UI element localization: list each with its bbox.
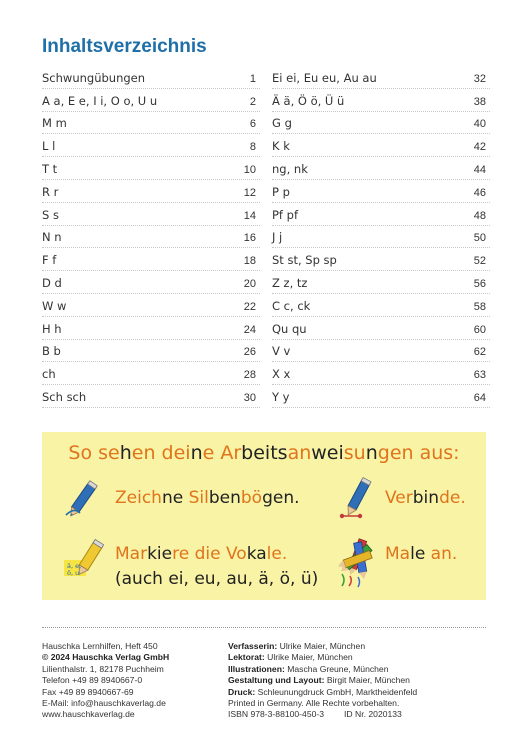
imprint-value: Printed in Germany. Alle Rechte vorbehalten. — [228, 698, 400, 709]
syllable: gen aus: — [377, 442, 460, 464]
toc-entry[interactable] — [272, 362, 490, 385]
toc-entry-label: H h — [42, 321, 62, 336]
toc-entry[interactable] — [272, 203, 490, 226]
imprint-value: Ulrike Maier, München — [279, 641, 366, 651]
toc-entry-page: 60 — [473, 323, 486, 336]
toc-entry-label: X x — [272, 367, 291, 382]
toc-entry-page: 10 — [243, 163, 256, 176]
imprint-text: Telefon +49 89 8940667-0 — [42, 675, 143, 686]
toc-entry-page: 50 — [473, 232, 486, 245]
instruction-connect — [385, 488, 466, 508]
toc-entry-label: N n — [42, 230, 62, 245]
toc-entry-label: ch — [42, 367, 56, 382]
toc-entry-label: A a, E e, I i, O o, U u — [42, 93, 158, 108]
toc-entry-label: G g — [272, 116, 292, 131]
toc-entry[interactable] — [42, 180, 260, 203]
imprint-isbn-line — [228, 709, 417, 720]
syllable: wei — [311, 442, 344, 464]
toc-entry-page: 2 — [249, 95, 256, 108]
toc-entry-label: J j — [272, 230, 283, 245]
toc-entry[interactable] — [42, 385, 260, 408]
imprint-text: www.hauschkaverlag.de — [42, 709, 135, 720]
toc-entry-page: 16 — [243, 232, 256, 245]
syllable: kie — [147, 544, 173, 564]
syllable: Sil — [183, 488, 209, 508]
connect-pencil-icon — [334, 472, 384, 520]
toc-entry-label: M m — [42, 116, 67, 131]
instruction-paint — [385, 544, 457, 564]
toc-entry-page: 12 — [243, 186, 256, 199]
imprint-text: Hauschka Lernhilfen, Heft 450 — [42, 641, 158, 651]
toc-entry-label: C c, ck — [272, 298, 311, 313]
syllable: ka — [246, 544, 267, 564]
imprint-line — [228, 652, 417, 663]
imprint-label: Verfasserin: — [228, 641, 278, 651]
toc-entry[interactable] — [272, 340, 490, 363]
footer-divider — [42, 627, 486, 628]
toc-entry[interactable] — [272, 157, 490, 180]
toc-entry-page: 28 — [243, 369, 256, 382]
syllable: an — [287, 442, 312, 464]
toc-entry-page: 46 — [473, 186, 486, 199]
imprint-value: Mascha Greune, München — [287, 663, 389, 674]
syllable: h — [119, 442, 132, 464]
toc-entry-label: W w — [42, 298, 67, 313]
syllable: beits — [241, 442, 288, 464]
syllable: su — [343, 442, 366, 464]
imprint-line — [42, 687, 169, 698]
imprint-line — [228, 641, 417, 652]
toc-entry[interactable] — [272, 317, 490, 340]
toc-entry[interactable] — [42, 134, 260, 157]
toc-entry-label: F f — [42, 253, 57, 268]
imprint-line — [228, 664, 417, 675]
syllable: Mar — [115, 544, 148, 564]
toc-entry-label: Z z, tz — [272, 275, 308, 290]
toc-entry[interactable] — [272, 112, 490, 135]
imprint-label: Lektorat: — [228, 652, 265, 663]
syllable: le. — [266, 544, 288, 564]
toc-entry-label: St st, Sp sp — [272, 253, 337, 268]
toc-entry-label: Qu qu — [272, 321, 307, 336]
toc-entry[interactable] — [272, 89, 490, 112]
toc-entry[interactable] — [42, 317, 260, 340]
toc-entry-label: T t — [42, 161, 58, 176]
toc-entry-label: R r — [42, 184, 59, 199]
toc-entry-page: 14 — [243, 209, 256, 222]
toc-entry-page: 58 — [473, 300, 486, 313]
imprint-text: © 2024 Hauschka Verlag GmbH — [42, 652, 170, 663]
syllable: le — [410, 544, 426, 564]
blue-pencil-icon — [60, 472, 112, 518]
toc-entry-page: 22 — [243, 300, 256, 313]
imprint-label: Druck: — [228, 686, 256, 697]
toc-entry-label: V v — [272, 344, 291, 359]
toc-entry-label: Ei ei, Eu eu, Au au — [272, 70, 377, 85]
toc-entry[interactable] — [272, 226, 490, 249]
toc-entry-page: 24 — [243, 323, 256, 336]
toc-entry-page: 32 — [473, 72, 486, 85]
toc-entry-page: 44 — [473, 163, 486, 176]
imprint-value: Birgit Maier, München — [326, 675, 410, 686]
toc-entry[interactable] — [42, 226, 260, 249]
toc-entry-page: 20 — [243, 277, 256, 290]
toc-entry-label: Sch sch — [42, 389, 87, 404]
toc-entry[interactable] — [42, 340, 260, 363]
toc-entry-page: 6 — [249, 118, 256, 131]
toc-entry[interactable] — [42, 89, 260, 112]
toc-entry-page: 62 — [473, 346, 486, 359]
toc-entry[interactable] — [272, 180, 490, 203]
toc-column-left — [42, 66, 260, 408]
imprint-credits — [228, 641, 417, 721]
imprint-line — [228, 698, 417, 709]
toc-entry-page: 52 — [473, 255, 486, 268]
toc-entry-label: P p — [272, 184, 290, 199]
syllable: So se — [68, 442, 120, 464]
syllable: de. — [439, 488, 466, 508]
toc-entry-label: L l — [42, 139, 56, 154]
toc-column-right — [272, 66, 490, 408]
toc-entry[interactable] — [272, 271, 490, 294]
syllable: ben — [208, 488, 241, 508]
toc-entry-page: 63 — [473, 369, 486, 382]
toc-entry-page: 8 — [249, 141, 256, 154]
toc-entry[interactable] — [42, 203, 260, 226]
toc-entry[interactable] — [42, 66, 260, 89]
toc-entry-page: 26 — [243, 346, 256, 359]
syllable: ne — [161, 488, 184, 508]
imprint-value: Ulrike Maier, München — [267, 652, 353, 663]
toc-entry[interactable] — [272, 248, 490, 271]
imprint-line — [42, 652, 169, 663]
page-title: Inhaltsverzeichnis — [42, 36, 207, 57]
syllable: Ma — [385, 544, 411, 564]
syllable: e Ar — [202, 442, 242, 464]
imprint-line — [42, 709, 169, 720]
imprint-line — [228, 675, 417, 686]
toc-entry[interactable] — [42, 362, 260, 385]
imprint-text: Fax +49 89 8940667-69 — [42, 686, 134, 697]
toc-entry-page: 38 — [473, 95, 486, 108]
imprint-publisher — [42, 641, 169, 721]
imprint-line — [42, 664, 169, 675]
syllable: n — [365, 442, 378, 464]
imprint-value: Schleunungdruck GmbH, Marktheidenfeld — [257, 686, 418, 697]
toc-entry-page: 56 — [473, 277, 486, 290]
toc-entry-page: 48 — [473, 209, 486, 222]
instruction-draw-arcs — [115, 488, 300, 508]
imprint-line — [42, 641, 169, 652]
imprint-line — [42, 675, 169, 686]
toc-entry[interactable] — [42, 157, 260, 180]
toc-entry[interactable] — [272, 134, 490, 157]
colored-pencils-icon — [334, 524, 390, 590]
toc-entry[interactable] — [272, 294, 490, 317]
toc-entry[interactable] — [42, 294, 260, 317]
imprint-label: Gestaltung und Layout: — [228, 675, 325, 686]
toc-entry-page: 18 — [243, 255, 256, 268]
toc-entry-label: Y y — [272, 389, 290, 404]
imprint-label: Illustrationen: — [228, 663, 285, 674]
toc-entry-label: Ä ä, Ö ö, Ü ü — [272, 93, 345, 108]
imprint-text: E-Mail: info@hauschkaverlag.de — [42, 698, 166, 709]
toc-entry[interactable] — [272, 385, 490, 408]
toc-entry-label: ng, nk — [272, 161, 308, 176]
syllable: bin — [412, 488, 440, 508]
imprint-line — [228, 687, 417, 698]
syllable: n — [190, 442, 203, 464]
instructions-heading — [42, 442, 486, 464]
toc-entry-label: B b — [42, 344, 61, 359]
isbn: ISBN 978-3-88100-450-3 — [228, 709, 325, 720]
toc-entry[interactable] — [42, 271, 260, 294]
imprint-line — [42, 698, 169, 709]
syllable: re die Vo — [172, 544, 247, 564]
toc-entry[interactable] — [42, 248, 260, 271]
id-number: ID Nr. 2020133 — [344, 709, 402, 720]
toc-entry-label: D d — [42, 275, 62, 290]
syllable: en dei — [131, 442, 191, 464]
toc-entry-label: Schwungübungen — [42, 70, 146, 85]
toc-entry-page: 1 — [249, 72, 256, 85]
instruction-mark-vowels — [115, 544, 287, 564]
imprint-text: Lilienthalstr. 1, 82178 Puchheim — [42, 663, 164, 674]
syllable: gen. — [262, 488, 300, 508]
toc-entry[interactable] — [42, 112, 260, 135]
toc-entry[interactable] — [272, 66, 490, 89]
toc-entry-label: Pf pf — [272, 207, 298, 222]
instruction-mark-vowels-note: (auch ei, eu, au, ä, ö, ü) — [115, 569, 319, 589]
toc-entry-page: 30 — [243, 391, 256, 404]
marked-letters-sample: ä, e, ö, u — [67, 562, 82, 577]
toc-entry-label: K k — [272, 139, 290, 154]
syllable: Zeich — [115, 488, 162, 508]
instructions-panel — [42, 432, 486, 600]
syllable: an. — [425, 544, 458, 564]
toc-entry-label: S s — [42, 207, 59, 222]
toc-entry-page: 42 — [473, 141, 486, 154]
toc-entry-page: 40 — [473, 118, 486, 131]
syllable: Ver — [385, 488, 413, 508]
syllable: bö — [240, 488, 263, 508]
toc-entry-page: 64 — [473, 391, 486, 404]
